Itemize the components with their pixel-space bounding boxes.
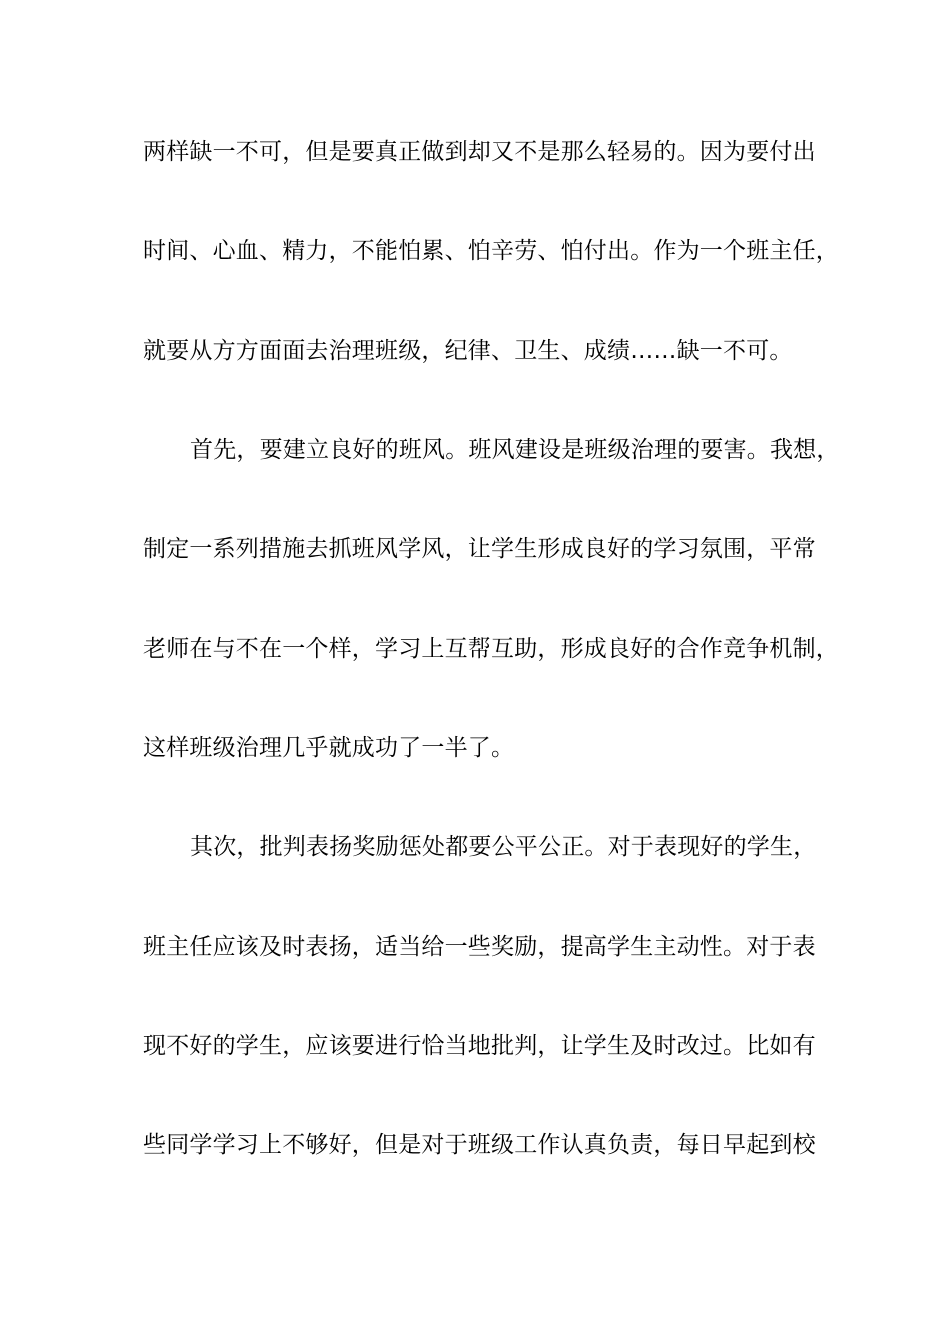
- text-line: 两样缺一不可，但是要真正做到却又不是那么轻易的。因为要付出: [143, 139, 816, 165]
- text-line: 些同学学习上不够好，但是对于班级工作认真负责，每日早起到校: [143, 1132, 816, 1158]
- paragraph-start-line: 首先，要建立良好的班风。班风建设是班级治理的要害。我想，: [190, 437, 840, 463]
- paragraph-start-line: 其次，批判表扬奖励惩处都要公平公正。对于表现好的学生，: [190, 834, 817, 860]
- text-line: 时间、心血、精力，不能怕累、怕辛劳、怕付出。作为一个班主任，: [143, 238, 839, 264]
- text-line: 就要从方方面面去治理班级，纪律、卫生、成绩……缺一不可。: [143, 338, 793, 364]
- text-line: 班主任应该及时表扬，适当给一些奖励，提高学生主动性。对于表: [143, 934, 816, 960]
- text-line: 制定一系列措施去抓班风学风，让学生形成良好的学习氛围，平常: [143, 536, 816, 562]
- text-line: 老师在与不在一个样，学习上互帮互助，形成良好的合作竞争机制，: [143, 636, 839, 662]
- text-line: 现不好的学生，应该要进行恰当地批判，让学生及时改过。比如有: [143, 1033, 816, 1059]
- text-line: 这样班级治理几乎就成功了一半了。: [143, 735, 515, 761]
